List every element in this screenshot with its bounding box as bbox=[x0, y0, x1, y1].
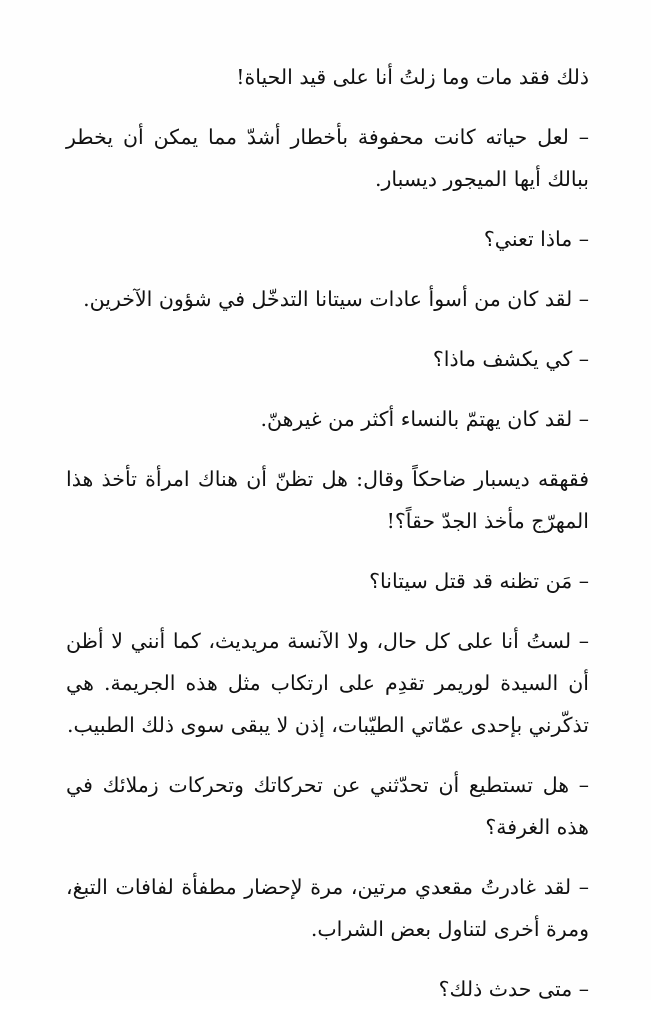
paragraph: – مَن تظنه قد قتل سيتانا؟ bbox=[369, 569, 589, 593]
paragraph: فقهقه ديسبار ضاحكاً وقال: هل تظنّ أن هناك امرأة تأخذ هذا المهرّج مأخذ الجدّ حقاً؟! bbox=[66, 467, 589, 533]
paragraph: – لستُ أنا على كل حال، ولا الآنسة مريديث، كما أنني لا أظن أن السيدة لوريمر تقدِم على ارتكاب مثل هذه الجريمة. هي تذكّرني بإحدى عمّاتي الطيّبات، إذن لا يبقى سوى ذلك الطبيب. bbox=[66, 629, 589, 737]
page-text bbox=[66, 56, 589, 1028]
paragraph: – لعل حياته كانت محفوفة بأخطار أشدّ مما يمكن أن يخطر ببالك أيها الميجور ديسبار. bbox=[66, 125, 589, 191]
paragraph: – لقد غادرتُ مقعدي مرتين، مرة لإحضار مطفأة لفافات التبغ، ومرة أخرى لتناول بعض الشراب. bbox=[66, 875, 589, 941]
paragraph: – لقد كان من أسوأ عادات سيتانا التدخّل في شؤون الآخرين. bbox=[83, 287, 589, 311]
paragraph: – ماذا تعني؟ bbox=[483, 227, 589, 251]
paragraph: – كي يكشف ماذا؟ bbox=[432, 347, 589, 371]
paragraph: – لقد كان يهتمّ بالنساء أكثر من غيرهنّ. bbox=[260, 407, 589, 431]
paragraph: – متى حدث ذلك؟ bbox=[438, 977, 589, 1001]
paragraph: – هل تستطيع أن تحدّثني عن تحركاتك وتحركات زملائك في هذه الغرفة؟ bbox=[66, 773, 589, 839]
paragraph: ذلك فقد مات وما زلتُ أنا على قيد الحياة! bbox=[236, 65, 589, 89]
